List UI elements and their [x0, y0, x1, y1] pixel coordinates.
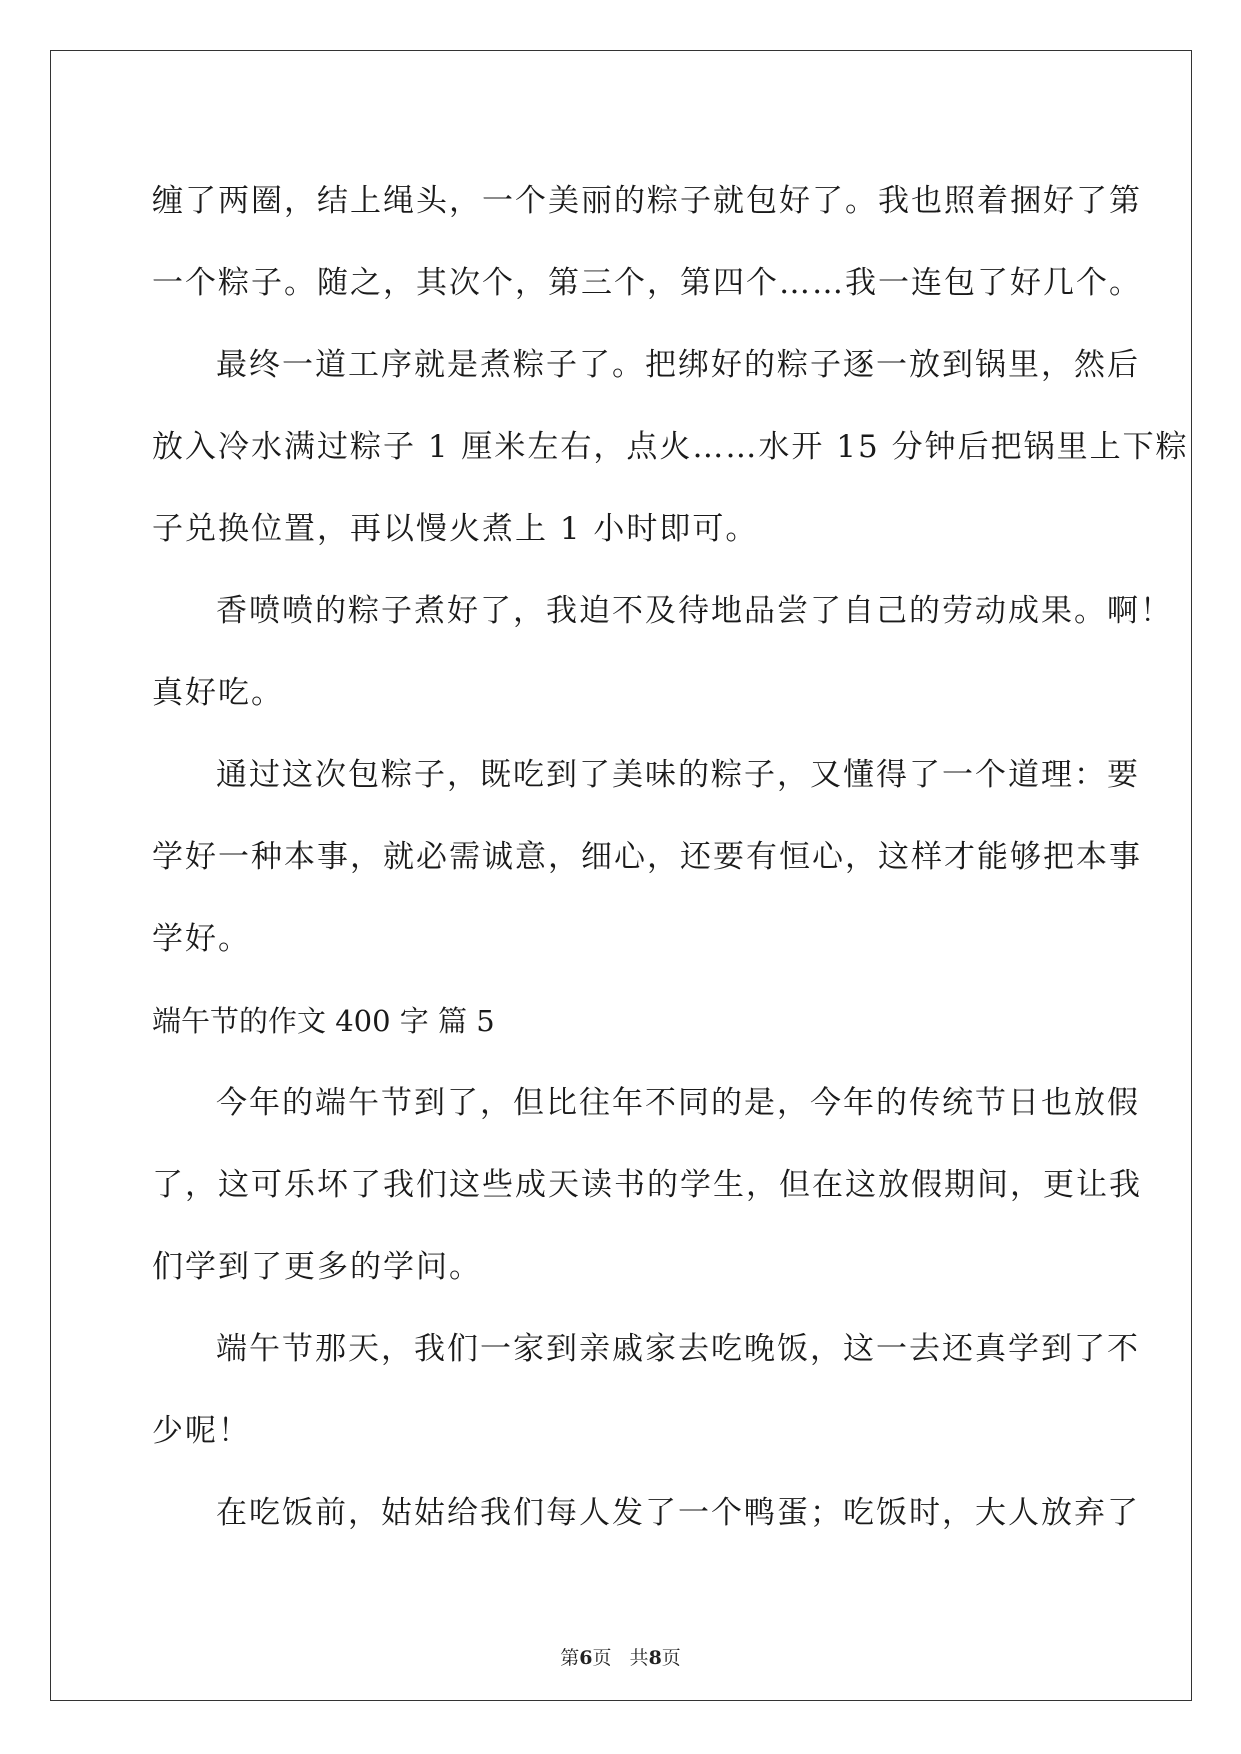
- text-line: 学好。: [152, 921, 251, 957]
- total-page-number: 8: [648, 1647, 662, 1669]
- text-line: 一个粽子。随之，其次个，第三个，第四个……我一连包了好几个。: [152, 265, 1142, 301]
- text-line: 了，这可乐坏了我们这些成天读书的学生，但在这放假期间，更让我: [152, 1167, 1142, 1203]
- text-line: 放入冷水满过粽子 1 厘米左右，点火……水开 15 分钟后把锅里上下粽: [152, 429, 1189, 465]
- text-line: 学好一种本事，就必需诚意，细心，还要有恒心，这样才能够把本事: [152, 839, 1142, 875]
- paragraph-start-line: 香喷喷的粽子煮好了，我迫不及待地品尝了自己的劳动成果。啊！: [216, 593, 1173, 629]
- page-footer: [0, 1643, 1241, 1670]
- text-line: 真好吃。: [152, 675, 284, 711]
- text-line: 子兑换位置，再以慢火煮上 1 小时即可。: [152, 511, 759, 547]
- text-line: 们学到了更多的学问。: [152, 1249, 482, 1285]
- footer-middle: 页 共: [592, 1647, 649, 1669]
- paragraph-start-line: 最终一道工序就是煮粽子了。把绑好的粽子逐一放到锅里，然后: [216, 347, 1140, 383]
- paragraph-start-line: 通过这次包粽子，既吃到了美味的粽子，又懂得了一个道理：要: [216, 757, 1140, 793]
- paragraph-start-line: 端午节那天，我们一家到亲戚家去吃晚饭，这一去还真学到了不: [216, 1331, 1140, 1367]
- paragraph-start-line: 今年的端午节到了，但比往年不同的是，今年的传统节日也放假: [216, 1085, 1140, 1121]
- text-line: 缠了两圈，结上绳头，一个美丽的粽子就包好了。我也照着捆好了第: [152, 183, 1142, 219]
- document-body: [152, 160, 1189, 1554]
- footer-suffix: 页: [661, 1647, 681, 1669]
- text-line: 少呢！: [152, 1413, 251, 1449]
- footer-prefix: 第: [560, 1647, 580, 1669]
- current-page-number: 6: [579, 1647, 593, 1669]
- paragraph-start-line: 在吃饭前，姑姑给我们每人发了一个鸭蛋；吃饭时，大人放弃了: [216, 1495, 1140, 1531]
- section-heading: 端午节的作文 400 字 篇 5: [152, 1004, 495, 1038]
